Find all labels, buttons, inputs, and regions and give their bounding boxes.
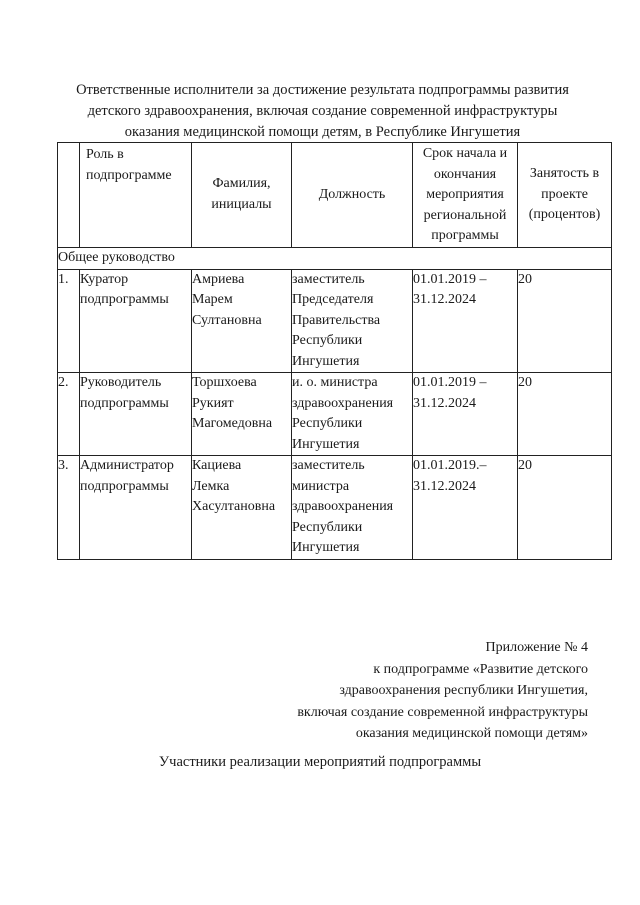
row-term: 01.01.2019 – 31.12.2024 (413, 269, 518, 373)
section-row (58, 247, 612, 269)
header-number (58, 143, 80, 248)
participants-title: Участники реализации мероприятий подпрограммы (158, 754, 482, 770)
table-header-row (58, 143, 612, 248)
heading-line: детского здравоохранения, включая создание современной инфраструктуры (87, 103, 558, 119)
table-row (58, 269, 612, 373)
row-term: 01.01.2019.– 31.12.2024 (413, 456, 518, 560)
table-row (58, 456, 612, 560)
appendix-line: оказания медицинской помощи детям» (355, 726, 588, 741)
heading-line: оказания медицинской помощи детям, в Республике Ингушетия (124, 124, 521, 140)
appendix-block (168, 637, 588, 745)
appendix-line: включая создание современной инфраструктуры (297, 704, 588, 720)
heading-line: Ответственные исполнители за достижение результата подпрограммы развития (76, 82, 569, 98)
row-number: 3. (58, 456, 80, 560)
row-position: и. о. министра здравоохранения Республики Ингушетия (292, 373, 413, 456)
row-role: Администратор подпрограммы (80, 456, 192, 560)
table-row (58, 373, 612, 456)
row-number: 1. (58, 269, 80, 373)
header-position: Должность (292, 143, 413, 248)
appendix-line: к подпрограмме «Развитие детского (373, 661, 588, 677)
header-role: Роль в подпрограмме (80, 143, 192, 248)
row-name: Торшхоева Рукият Магомедовна (192, 373, 292, 456)
appendix-line: Приложение № 4 (485, 640, 588, 655)
header-term: Срок начала и окончания мероприятия региональной программы (413, 143, 518, 248)
row-role: Руководитель подпрограммы (80, 373, 192, 456)
row-term: 01.01.2019 – 31.12.2024 (413, 373, 518, 456)
row-employment: 20 (518, 373, 612, 456)
section-title: Общее руководство (58, 247, 612, 269)
row-number: 2. (58, 373, 80, 456)
row-name: Кациева Лемка Хасултановна (192, 456, 292, 560)
header-employment: Занятость в проекте (процентов) (518, 143, 612, 248)
responsible-executors-table (57, 142, 612, 560)
row-employment: 20 (518, 269, 612, 373)
row-position: заместитель министра здравоохранения Республики Ингушетия (292, 456, 413, 560)
row-name: Амриева Марем Султановна (192, 269, 292, 373)
document-heading (50, 80, 595, 143)
row-position: заместитель Председателя Правительства Республики Ингушетия (292, 269, 413, 373)
header-name: Фамилия, инициалы (192, 143, 292, 248)
row-employment: 20 (518, 456, 612, 560)
appendix-line: здравоохранения республики Ингушетия, (339, 683, 588, 698)
row-role: Куратор подпрограммы (80, 269, 192, 373)
